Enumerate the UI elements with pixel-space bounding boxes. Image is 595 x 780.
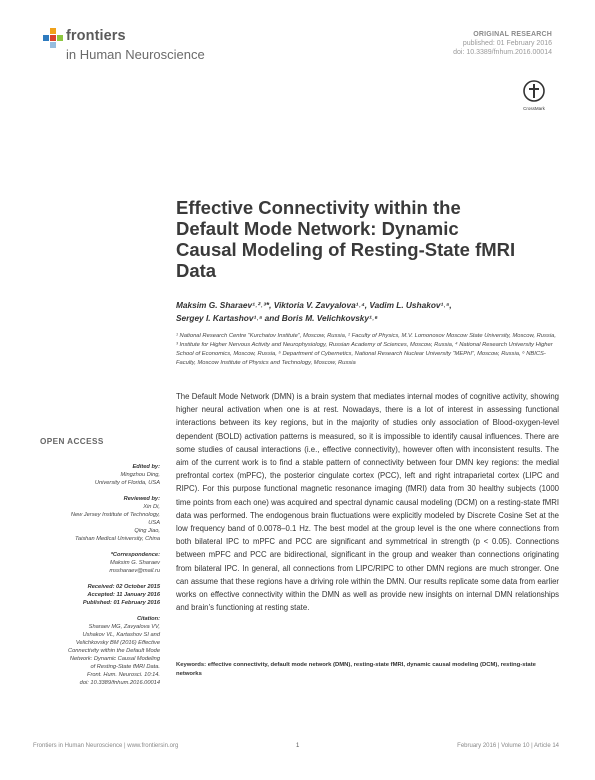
edited-by-label: Edited by: — [132, 464, 160, 470]
correspondence-name: Maksim G. Sharaev — [110, 560, 160, 566]
affiliations: ¹ National Research Centre “Kurchatov Institute”, Moscow, Russia, ² Faculty of Physics, M.V. Lomonosov Moscow State University, Moscow, Russia, ³ Institute for Higher Nervous Activity and Neurophysiology, Russian Academy of Sciences, Moscow, Russia, ⁴ National Research University Higher School of Economics, Moscow, Russia, ⁵ Department of Cybernetics, National Research Nuclear University “MEPhI”, Moscow, Russia, ⁶ NBICS-Faculty, Moscow Institute of Physics and Technology, Moscow, Russia — [176, 333, 556, 366]
citation-line: Ushakov VL, Kartashov SI and — [82, 632, 160, 638]
authors-line-2[interactable]: Sergey I. Kartashov¹˒⁵ and Boris M. Velichkovsky¹˒⁶ — [176, 313, 378, 323]
accepted-date: Accepted: 11 January 2016 — [87, 592, 160, 598]
citation-line: Sharaev MG, Zavyalova VV, — [88, 624, 160, 630]
editor-affiliation: University of Florida, USA — [94, 480, 160, 486]
citation-line[interactable]: doi: 10.3389/fnhum.2016.00014 — [79, 680, 160, 686]
keywords-list: effective connectivity, default mode network (DMN), resting-state fMRI, dynamic causal modeling (DCM), resting-state networks — [176, 662, 536, 677]
citation-label: Citation: — [136, 616, 160, 622]
reviewer-2-name: Qing Jiao, — [134, 528, 160, 534]
footer-issue-info: February 2016 | Volume 10 | Article 14 — [457, 743, 559, 749]
correspondence-label: *Correspondence: — [110, 552, 160, 558]
reviewer-1-affiliation: New Jersey Institute of Technology, — [70, 512, 160, 518]
published-date: published: 01 February 2016 — [462, 40, 552, 47]
doi-link[interactable]: doi: 10.3389/fnhum.2016.00014 — [453, 49, 552, 56]
citation-line: Network: Dynamic Causal Modeling — [69, 656, 160, 662]
crossmark-label: CrossMark — [523, 106, 545, 111]
page-number: 1 — [296, 743, 300, 749]
article-meta — [453, 30, 552, 57]
keywords-label: Keywords: — [176, 662, 207, 668]
article-type: ORIGINAL RESEARCH — [473, 31, 552, 38]
reviewer-2-affiliation: Taishan Medical University, China — [74, 536, 160, 542]
received-date: Received: 02 October 2015 — [87, 584, 160, 590]
abstract: The Default Mode Network (DMN) is a brain system that mediates internal modes of cognitive activity, showing higher neural activation when one is at rest. Nowadays, there is a lot of interest in assessing functional interactions between its key regions, but in the majority of studies only association of Blood-oxygen-level dependent (BOLD) activation patterns is measured, so it is impossible to identify causal influences. There are some studies of causal interactions (i.e., effective connectivity), however often with inconsistent results. The aim of the current work is to find a stable pattern of connectivity between four DMN key regions: the medial prefrontal cortex (mPFC), the posterior cingulate cortex (PCC), left and right intraparietal cortex (LIPC and RIPC). For this purpose functional magnetic resonance imaging (fMRI) data from 30 healthy subjects (1000 time points from each one) was acquired and spectral dynamic causal modeling (DCM) on a resting-state fMRI data was performed. The endogenous brain fluctuations were explicitly modeled by Discrete Cosine Set at the low frequency band of 0.0078–0.1 Hz. The best model at the group level is the one where connections from both bilateral IPC to mPFC and PCC are significant and symmetrical in strength (p < 0.05). Connections between mPFC and PCC are bidirectional, significant in the group and weaker than connections originating from bilateral IPC. In general, all connections from LIPC/RIPC to other DMN regions are much stronger. One can assume that these regions have a driving role within the DMN. Our results replicate some data from earlier works on effective connectivity within the DMN as well as provide new insights on internal DMN relationships and brain’s functioning at resting state. — [176, 392, 559, 613]
citation-line: Connectivity within the Default Mode — [68, 648, 160, 654]
keywords — [176, 661, 559, 678]
published-date-sidebar: Published: 01 February 2016 — [82, 600, 160, 606]
citation-line: of Resting-State fMRI Data. — [90, 664, 160, 670]
editor-name: Mingzhou Ding, — [120, 472, 160, 478]
correspondence-email[interactable]: mssharaev@mail.ru — [109, 568, 160, 574]
reviewed-by-label: Reviewed by: — [123, 496, 160, 502]
sidebar — [40, 437, 160, 687]
footer-journal-link[interactable]: Frontiers in Human Neuroscience | www.frontiersin.org — [33, 743, 179, 749]
article-title: Effective Connectivity within the Default Mode Network: Dynamic Causal Modeling of Resting-State fMRI Data — [176, 197, 516, 281]
citation-line: Front. Hum. Neurosci. 10:14. — [86, 672, 160, 678]
logo-wordmark: frontiers — [66, 28, 126, 44]
frontiers-logo-icon — [42, 27, 64, 49]
reviewer-1-name: Xin Di, — [143, 504, 160, 510]
reviewer-1-country: USA — [148, 520, 160, 526]
citation-line: Velichkovsky BM (2016) Effective — [75, 640, 160, 646]
author-list — [176, 299, 506, 325]
authors-line-1[interactable]: Maksim G. Sharaev¹˒²˒³*, Viktoria V. Zavyalova¹˒⁴, Vadim L. Ushakov¹˒⁵, — [176, 300, 452, 310]
journal-logo[interactable] — [42, 25, 242, 65]
crossmark-badge[interactable] — [521, 80, 547, 110]
crossmark-icon — [523, 80, 545, 102]
open-access-label: OPEN ACCESS — [40, 437, 104, 446]
journal-name: in Human Neuroscience — [66, 47, 205, 62]
